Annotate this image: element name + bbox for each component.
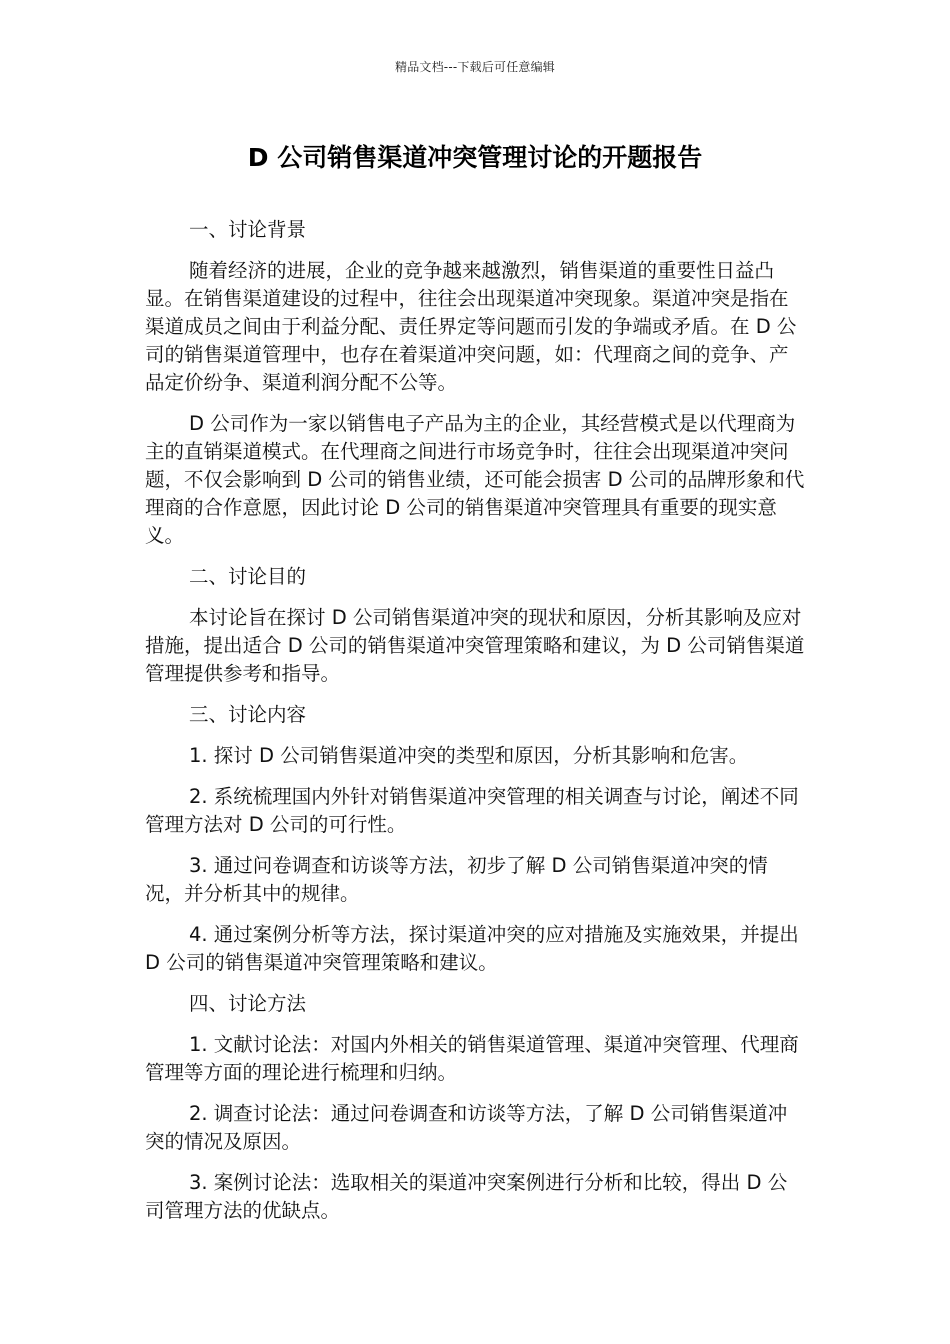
list-item: 2. 系统梳理国内外针对销售渠道冲突管理的相关调查与讨论，阐述不同管理方法对 D 公司的可行性。	[145, 785, 799, 836]
list-item: 2. 调查讨论法：通过问卷调查和访谈等方法，了解 D 公司销售渠道冲突的情况及原因。	[145, 1102, 788, 1153]
list-item: 1. 探讨 D 公司销售渠道冲突的类型和原因，分析其影响和危害。	[189, 744, 749, 767]
document-body	[145, 216, 805, 1238]
section-heading-background: 一、讨论背景	[189, 218, 307, 241]
section-heading-content: 三、讨论内容	[189, 703, 307, 726]
list-item: 1. 文献讨论法：对国内外相关的销售渠道管理、渠道冲突管理、代理商管理等方面的理论进行梳理和归纳。	[145, 1033, 799, 1084]
list-item: 3. 通过问卷调查和访谈等方法，初步了解 D 公司销售渠道冲突的情况，并分析其中的规律。	[145, 854, 768, 905]
paragraph: 随着经济的进展，企业的竞争越来越激烈，销售渠道的重要性日益凸显。在销售渠道建设的过程中，往往会出现渠道冲突现象。渠道冲突是指在渠道成员之间由于利益分配、责任界定等问题而引发的争端或矛盾。在 D 公司的销售渠道管理中，也存在着渠道冲突问题，如：代理商之间的竞争、产品定价纷争、渠道利润分配不公等。	[145, 259, 797, 394]
paragraph: 本讨论旨在探讨 D 公司销售渠道冲突的现状和原因，分析其影响及应对措施，提出适合 D 公司的销售渠道冲突管理策略和建议，为 D 公司销售渠道管理提供参考和指导。	[145, 606, 805, 685]
list-item: 3. 案例讨论法：选取相关的渠道冲突案例进行分析和比较，得出 D 公司管理方法的优缺点。	[145, 1171, 788, 1222]
section-heading-purpose: 二、讨论目的	[189, 565, 307, 588]
header-note: 精品文档---下载后可任意编辑	[395, 60, 555, 74]
list-item: 4. 通过案例分析等方法，探讨渠道冲突的应对措施及实施效果，并提出 D 公司的销售渠道冲突管理策略和建议。	[145, 923, 799, 974]
section-heading-methods: 四、讨论方法	[189, 992, 307, 1015]
document-title: D 公司销售渠道冲突管理讨论的开题报告	[247, 143, 703, 172]
paragraph: D 公司作为一家以销售电子产品为主的企业，其经营模式是以代理商为主的直销渠道模式。在代理商之间进行市场竞争时，往往会出现渠道冲突问题，不仅会影响到 D 公司的销售业绩，还可能会损害 D 公司的品牌形象和代理商的合作意愿，因此讨论 D 公司的销售渠道冲突管理具有重要的现实意义。	[145, 412, 805, 547]
